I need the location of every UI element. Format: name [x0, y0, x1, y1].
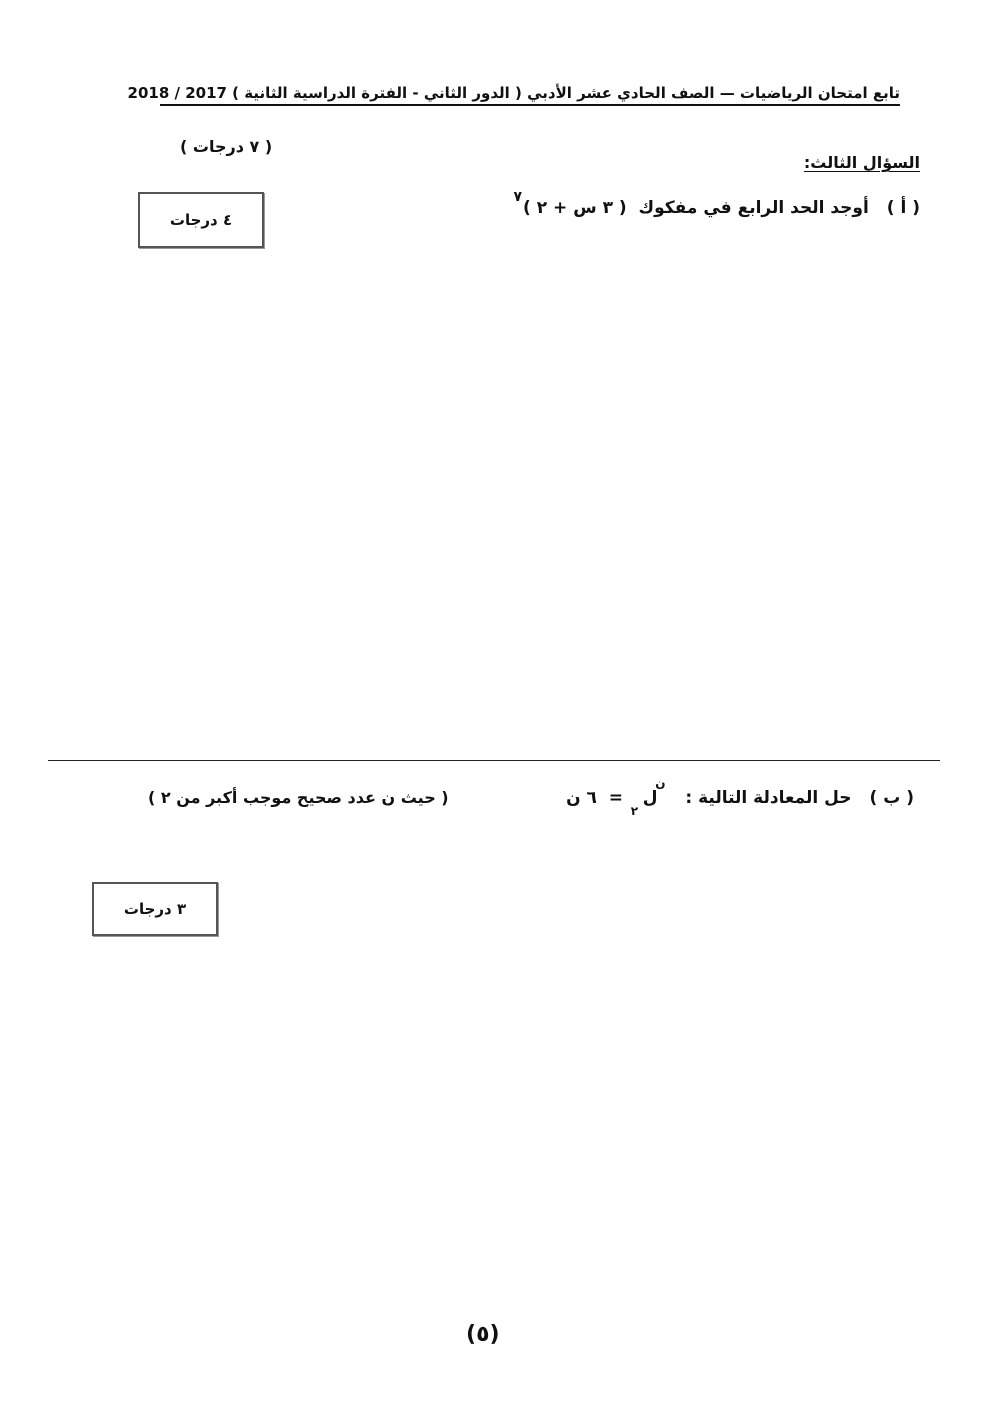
part-b-label: ( ب ) [869, 788, 914, 808]
perm-superscript: ن [655, 776, 666, 790]
section-divider [48, 760, 940, 761]
permutation-symbol [630, 776, 666, 818]
perm-letter: ل [642, 788, 658, 808]
part-a-label: ( أ ) [886, 198, 920, 218]
part-a-expression: ( ٣ س + ٢ ) [523, 198, 627, 218]
part-a-text: أوجد الحد الرابع في مفكوك [638, 198, 869, 218]
part-a-exponent: ٧ [513, 189, 523, 205]
part-b-marks-box [92, 882, 218, 936]
part-a-marks: ٤ درجات [169, 211, 233, 229]
part-b-statement [566, 776, 914, 818]
part-b-marks: ٣ درجات [123, 900, 187, 918]
equals-sign: = [608, 788, 623, 808]
part-b-text: حل المعادلة التالية : [685, 788, 852, 808]
part-a-statement [513, 189, 921, 218]
question-title: السؤال الثالث: [803, 153, 920, 172]
part-a-marks-box [138, 192, 264, 248]
perm-subscript: ٢ [630, 804, 639, 818]
question-total-marks: ( ٧ درجات ) [180, 137, 273, 156]
exam-header: تابع امتحان الرياضيات — الصف الحادي عشر الأدبي ( الدور الثاني - الفترة الدراسية الثانية ) 2017 / 2018 [160, 84, 900, 106]
part-b-equation [566, 776, 671, 818]
page-number: (٥) [466, 1322, 500, 1347]
part-b-condition: ( حيث ن عدد صحيح موجب أكبر من ٢ ) [148, 788, 449, 807]
equation-rhs: ٦ ن [566, 788, 597, 808]
